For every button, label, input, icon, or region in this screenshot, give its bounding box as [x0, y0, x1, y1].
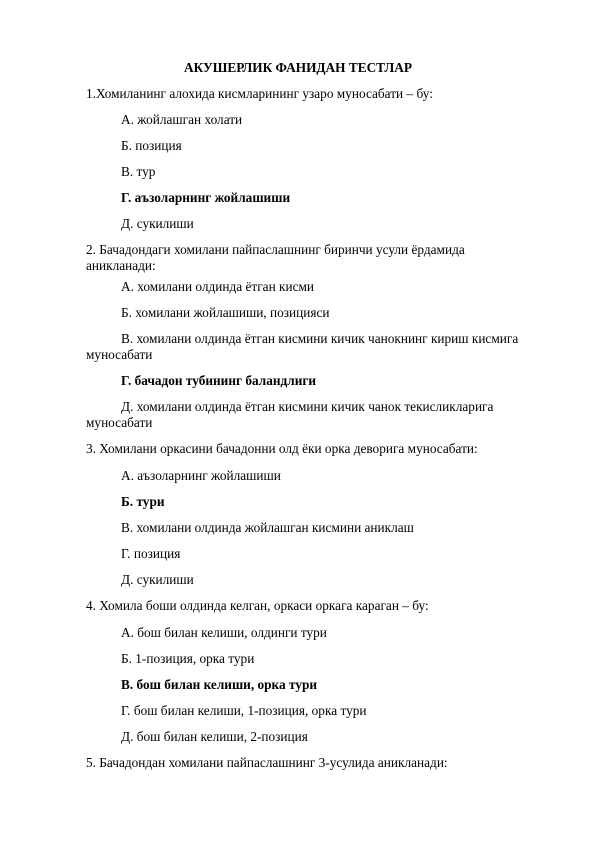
q1-option-v: В. тур — [121, 164, 156, 179]
q1-option-b: Б. позиция — [121, 138, 182, 153]
q4-option-a: А. бош билан келиши, олдинги тури — [121, 625, 327, 640]
q2-option-a: А. хомилани олдинда ётган кисми — [121, 279, 315, 294]
q2-option-g-correct: Г. бачадон тубининг баландлиги — [121, 373, 317, 388]
q3-option-d: Д. сукилиши — [121, 572, 194, 587]
question-2-line1: 2. Бачадондаги хомилани пайпаслашнинг биринчи усули ёрдамида — [86, 242, 465, 257]
question-5: 5. Бачадондан хомилани пайпаслашнинг 3-усулида аникланади: — [86, 755, 448, 770]
q1-option-d: Д. сукилиши — [121, 216, 194, 231]
question-2-line2: аникланади: — [86, 258, 156, 273]
q1-option-a: А. жойлашган холати — [121, 112, 243, 127]
q4-option-v-correct: В. бош билан келиши, орка тури — [121, 677, 318, 692]
q2-option-d-line2: муносабати — [86, 415, 153, 430]
q2-option-b: Б. хомилани жойлашиши, позицияси — [121, 305, 330, 320]
q4-option-d: Д. бош билан келиши, 2-позиция — [121, 729, 308, 744]
q2-option-d-line1: Д. хомилани олдинда ётган кисмини кичик чанок текисликларига — [121, 399, 494, 414]
page-title: АКУШЕРЛИК ФАНИДАН ТЕСТЛАР — [183, 60, 413, 75]
q2-option-v-line1: В. хомилани олдинда ётган кисмини кичик чанокнинг кириш кисмига — [121, 331, 519, 346]
q3-option-a: А. аъзоларнинг жойлашиши — [121, 468, 281, 483]
question-3: 3. Хомилани оркасини бачадонни олд ёки орка деворига муносабати: — [86, 441, 478, 456]
question-1: 1.Хомиланинг алохида кисмларининг узаро муносабати – бу: — [86, 86, 433, 101]
q3-option-g: Г. позиция — [121, 546, 181, 561]
q2-option-v-line2: муносабати — [86, 347, 153, 362]
q4-option-g: Г. бош билан келиши, 1-позиция, орка тури — [121, 703, 367, 718]
q4-option-b: Б. 1-позиция, орка тури — [121, 651, 255, 666]
q3-option-b-correct: Б. тури — [121, 494, 165, 509]
question-4: 4. Хомила боши олдинда келган, оркаси оркага караган – бу: — [86, 598, 429, 613]
q3-option-v: В. хомилани олдинда жойлашган кисмини аниклаш — [121, 520, 414, 535]
q1-option-g-correct: Г. аъзоларнинг жойлашиши — [121, 190, 291, 205]
